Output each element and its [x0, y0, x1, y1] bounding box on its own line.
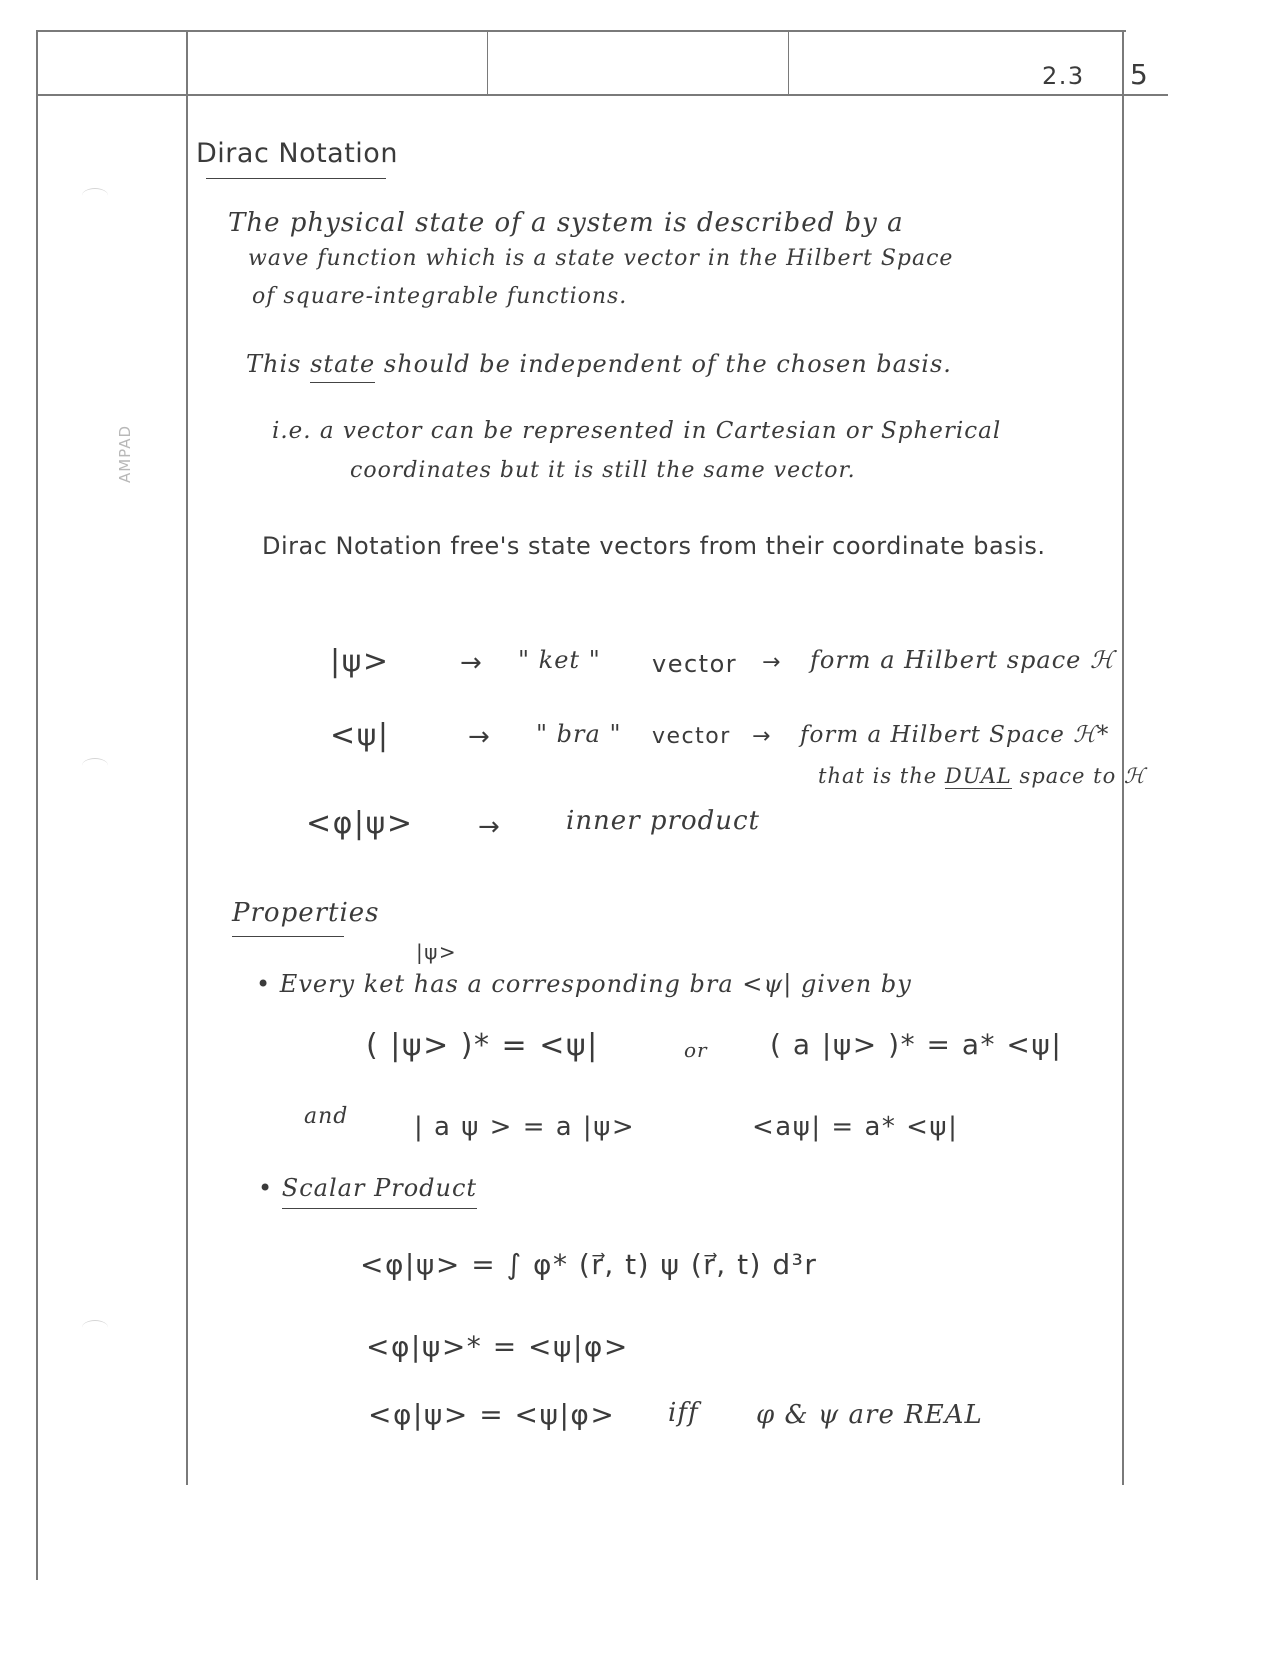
inner-product-arrow: → — [478, 812, 502, 842]
intro-line-3: of square-integrable functions. — [252, 284, 628, 309]
ie-line-1: i.e. a vector can be represented in Cartesian or Spherical — [272, 418, 1002, 444]
iff-label: iff — [668, 1398, 699, 1428]
equation-1-right: ( a |ψ> )* = a* <ψ| — [770, 1028, 1063, 1061]
ie-line-2: coordinates but it is still the same vector. — [350, 458, 856, 483]
bra-desc-cont-post: space to ℋ — [1019, 764, 1146, 788]
bra-desc-cont-pre: that is the — [818, 764, 938, 788]
section-number: 2.3 — [1042, 62, 1085, 90]
header-divider-1 — [487, 30, 488, 94]
scalar-product-equation-2: <φ|ψ>* = <ψ|φ> — [366, 1330, 629, 1363]
properties-heading: Properties — [232, 898, 380, 928]
state-line-emph: state — [310, 350, 375, 383]
ket-kind: vector — [652, 650, 738, 678]
ket-symbol: |ψ> — [330, 644, 390, 679]
inner-product-name: inner product — [566, 806, 761, 836]
dual-emph: DUAL — [944, 764, 1012, 788]
properties-underline — [232, 936, 344, 937]
bra-desc-continuation — [818, 764, 1146, 788]
bra-arrow: → — [468, 722, 492, 752]
scalar-product-equation-1: <φ|ψ> = ∫ φ* (r⃗, t) ψ (r⃗, t) d³r — [360, 1248, 818, 1281]
state-line-prefix: This — [246, 350, 302, 378]
equation-2-right: <aψ| = a* <ψ| — [752, 1112, 959, 1142]
page-number: 5 — [1130, 58, 1150, 91]
binder-hole-1 — [82, 188, 108, 203]
ket-arrow: → — [460, 648, 484, 678]
intro-line-2: wave function which is a state vector in the Hilbert Space — [248, 246, 954, 271]
bra-kind: vector — [652, 724, 731, 749]
page-title: Dirac Notation — [196, 138, 398, 169]
intro-line-1: The physical state of a system is described by a — [228, 208, 904, 238]
ket-name: " ket " — [518, 646, 601, 674]
equation-1-left: ( |ψ> )* = <ψ| — [366, 1028, 599, 1063]
bra-name: " bra " — [536, 720, 622, 748]
real-condition: φ & ψ are REAL — [756, 1400, 983, 1430]
and-label: and — [304, 1104, 349, 1129]
equation-2-left: | a ψ > = a |ψ> — [414, 1112, 636, 1142]
state-line — [246, 350, 952, 378]
binder-hole-2 — [82, 758, 108, 773]
ket-annotation: |ψ> — [416, 940, 458, 964]
top-border-line — [36, 30, 1126, 32]
bullet-dot-1: • — [256, 970, 272, 998]
bra-symbol: <ψ| — [330, 718, 390, 753]
content-right-rule — [1122, 30, 1124, 1485]
ket-arrow-2: → — [762, 650, 782, 675]
page-title-underline — [206, 178, 386, 179]
header-rule — [38, 94, 1168, 96]
state-line-rest: should be independent of the chosen basis. — [383, 350, 952, 378]
equation-1-or: or — [684, 1038, 708, 1062]
bullet-dot-2: • — [258, 1174, 274, 1202]
ket-desc: form a Hilbert space ℋ — [810, 646, 1115, 674]
bra-arrow-2: → — [752, 724, 772, 749]
bullet-2-text: Scalar Product — [282, 1174, 477, 1209]
scalar-product-equation-3: <φ|ψ> = <ψ|φ> — [368, 1398, 616, 1431]
bullet-2 — [258, 1174, 477, 1202]
binder-hole-3 — [82, 1320, 108, 1335]
dirac-free-line: Dirac Notation free's state vectors from their coordinate basis. — [262, 532, 1046, 560]
ampad-watermark: AMPAD — [116, 424, 135, 484]
bullet-1 — [256, 970, 912, 998]
inner-product-symbol: <φ|ψ> — [306, 806, 414, 841]
bullet-1-text: Every ket has a corresponding bra <ψ| given by — [279, 970, 912, 998]
bra-desc: form a Hilbert Space ℋ* — [800, 722, 1110, 748]
header-divider-2 — [788, 30, 789, 94]
left-margin-line — [36, 30, 38, 1580]
content-left-rule — [186, 30, 188, 1485]
